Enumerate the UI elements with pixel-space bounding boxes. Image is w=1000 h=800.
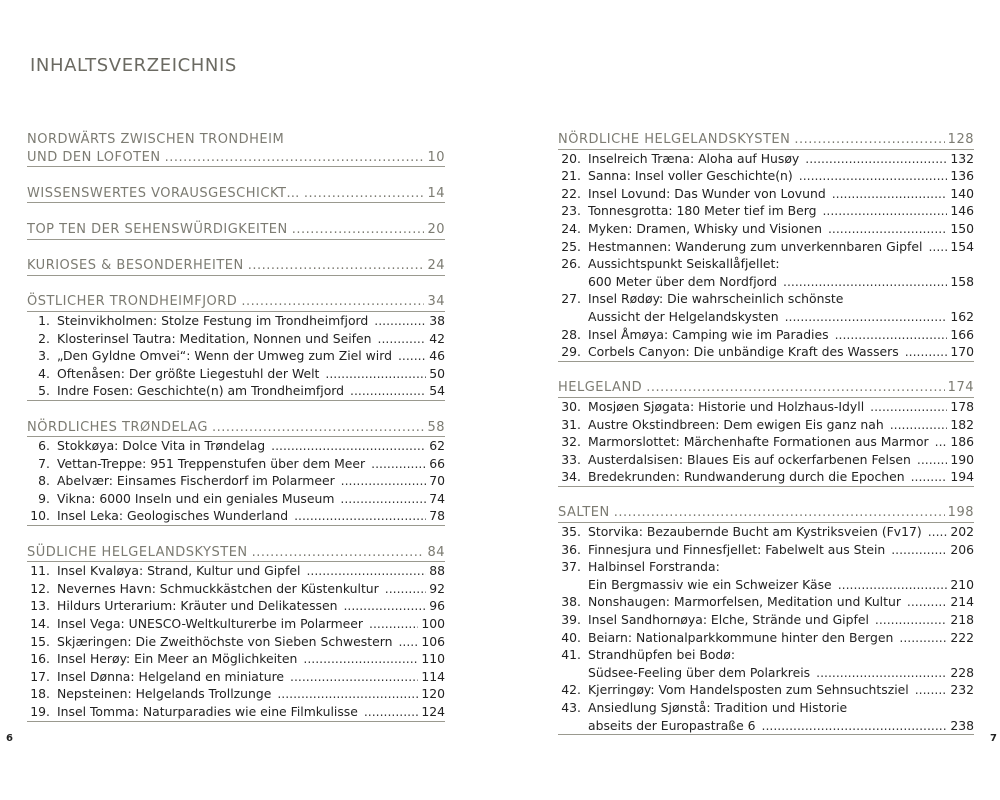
page-number: 120 xyxy=(421,686,445,702)
entry-title: Hildurs Urterarium: Kräuter und Delikatessen xyxy=(57,598,338,614)
entry-title: Skjæringen: Die Zweithöchste von Sieben Schwestern xyxy=(57,633,393,649)
page-number: 62 xyxy=(429,438,445,454)
toc-section-heading[interactable] xyxy=(27,185,445,204)
page-number: 110 xyxy=(421,651,445,667)
entry-number: 22. xyxy=(561,185,581,201)
entry-title: „Den Gyldne Omvei“: Wenn der Umweg zum Ziel wird xyxy=(57,348,392,364)
toc-entry-continuation[interactable] xyxy=(558,576,974,594)
leader-dots xyxy=(816,664,947,682)
toc-entry-continuation[interactable] xyxy=(558,273,974,291)
entry-number: 9. xyxy=(38,490,50,506)
entry-title: Vettan-Treppe: 951 Treppenstufen über dem Meer xyxy=(57,455,366,471)
leader-dots xyxy=(762,717,948,735)
page-number: 50 xyxy=(429,365,445,381)
toc-section-heading[interactable] xyxy=(27,221,445,240)
leader-dots xyxy=(398,633,418,651)
entry-title-continuation: Ein Bergmassiv wie ein Schweizer Käse xyxy=(588,576,832,592)
leader-dots xyxy=(799,167,948,185)
toc-entry[interactable] xyxy=(27,490,445,508)
page-number: 206 xyxy=(950,541,974,557)
page-number: 198 xyxy=(947,505,974,521)
leader-dots xyxy=(165,149,425,167)
leader-dots xyxy=(928,238,947,256)
page-number: 132 xyxy=(950,150,974,166)
toc-entry[interactable] xyxy=(558,541,974,559)
leader-dots xyxy=(306,562,426,580)
section-label: WISSENSWERTES VORAUSGESCHICKT… xyxy=(27,185,300,201)
toc-entry[interactable] xyxy=(558,185,974,203)
leader-dots xyxy=(785,308,948,326)
entry-number: 27. xyxy=(561,291,581,307)
page-number: 202 xyxy=(950,524,974,540)
entry-number: 1. xyxy=(38,312,50,328)
page-number: 194 xyxy=(950,469,974,485)
page-number: 78 xyxy=(429,508,445,524)
entry-title: Klosterinsel Tautra: Meditation, Nonnen und Seifen xyxy=(57,330,372,346)
toc-entry-continuation[interactable] xyxy=(558,664,974,682)
entry-number: 37. xyxy=(561,559,581,575)
entry-number: 4. xyxy=(38,365,50,381)
toc-entry[interactable] xyxy=(558,468,974,487)
entry-title: Insel Dønna: Helgeland en miniature xyxy=(57,668,285,684)
entry-number: 42. xyxy=(561,682,581,698)
leader-dots xyxy=(907,593,947,611)
page-number: 150 xyxy=(950,220,974,236)
leader-dots xyxy=(935,433,948,451)
leader-dots xyxy=(646,379,944,397)
toc-entry[interactable] xyxy=(27,633,445,651)
section-label: NÖRDLICHES TRØNDELAG xyxy=(27,419,208,435)
toc-entry[interactable] xyxy=(558,611,974,629)
page-number: 190 xyxy=(950,451,974,467)
entry-title: Stokkøya: Dolce Vita in Trøndelag xyxy=(57,438,266,454)
page-number: 24 xyxy=(427,258,445,274)
entry-title: Insel Vega: UNESCO-Weltkulturerbe im Polarmeer xyxy=(57,616,364,632)
section-label: NORDWÄRTS ZWISCHEN TRONDHEIM xyxy=(27,132,285,147)
leader-dots xyxy=(271,437,426,455)
leader-dots xyxy=(369,615,418,633)
toc-right-column xyxy=(558,131,974,735)
entry-number: 17. xyxy=(30,668,50,684)
leader-dots xyxy=(292,221,425,239)
leader-dots xyxy=(875,611,947,629)
leader-dots xyxy=(350,382,426,400)
entry-number: 26. xyxy=(561,256,581,272)
page-number: 210 xyxy=(950,576,974,592)
page-number: 238 xyxy=(950,717,974,733)
leader-dots xyxy=(870,398,947,416)
page-number: 38 xyxy=(429,312,445,328)
entry-number: 32. xyxy=(561,434,581,450)
toc-entry[interactable] xyxy=(558,416,974,434)
page-number: 182 xyxy=(950,416,974,432)
page-number: 92 xyxy=(429,580,445,596)
toc-entry[interactable] xyxy=(27,650,445,668)
page-number: 46 xyxy=(429,348,445,364)
entry-number: 36. xyxy=(561,541,581,557)
page-number: 10 xyxy=(427,149,445,165)
leader-dots xyxy=(783,273,947,291)
toc-entry[interactable] xyxy=(558,326,974,344)
page-number: 228 xyxy=(950,664,974,680)
leader-dots xyxy=(838,576,948,594)
page-number: 96 xyxy=(429,598,445,614)
page-number: 154 xyxy=(950,238,974,254)
entry-title: Austerdalsisen: Blaues Eis auf ockerfarbenen Felsen xyxy=(588,451,911,467)
entry-number: 39. xyxy=(561,612,581,628)
toc-entry[interactable] xyxy=(27,347,445,365)
leader-dots xyxy=(371,455,426,473)
entry-number: 2. xyxy=(38,330,50,346)
toc-entry[interactable] xyxy=(558,433,974,451)
entry-title: Indre Fosen: Geschichte(n) am Trondheimfjord xyxy=(57,383,345,399)
leader-dots xyxy=(290,668,418,686)
toc-entry-continuation[interactable] xyxy=(558,308,974,326)
leader-dots xyxy=(241,293,424,311)
leader-dots xyxy=(325,365,426,383)
section-label: NÖRDLICHE HELGELANDSKYSTEN xyxy=(558,132,791,147)
toc-entry[interactable] xyxy=(27,382,445,401)
toc-entry[interactable] xyxy=(558,699,974,717)
entry-title: Corbels Canyon: Die unbändige Kraft des Wassers xyxy=(588,344,899,360)
entry-title: Nonshaugen: Marmorfelsen, Meditation und Kultur xyxy=(588,594,901,610)
leader-dots xyxy=(385,580,426,598)
toc-entry[interactable] xyxy=(558,343,974,362)
entry-number: 13. xyxy=(30,598,50,614)
entry-title: Mosjøen Sjøgata: Historie und Holzhaus-Idyll xyxy=(588,398,865,414)
toc-entry[interactable] xyxy=(558,220,974,238)
page-number: 174 xyxy=(947,380,974,396)
section-label: ÖSTLICHER TRONDHEIMFJORD xyxy=(27,294,238,310)
entry-title-continuation: 600 Meter über dem Nordfjord xyxy=(588,273,778,289)
leader-dots xyxy=(341,472,427,490)
entry-number: 23. xyxy=(561,203,581,219)
entry-number: 18. xyxy=(30,686,50,702)
toc-entry[interactable] xyxy=(27,330,445,348)
page-number: 54 xyxy=(429,383,445,399)
toc-section-heading[interactable] xyxy=(558,131,974,150)
leader-dots xyxy=(340,490,426,508)
section-label: HELGELAND xyxy=(558,380,643,396)
toc-entry[interactable] xyxy=(558,167,974,185)
entry-number: 25. xyxy=(561,238,581,254)
entry-number: 28. xyxy=(561,326,581,342)
leader-dots xyxy=(252,544,425,562)
leader-dots xyxy=(828,220,947,238)
entry-number: 21. xyxy=(561,168,581,184)
toc-entry[interactable] xyxy=(558,255,974,273)
page-title: INHALTSVERZEICHNIS xyxy=(30,55,237,76)
toc-entry[interactable] xyxy=(558,629,974,647)
page-number: 136 xyxy=(950,168,974,184)
page-number: 158 xyxy=(950,273,974,289)
page-number: 124 xyxy=(421,704,445,719)
page-number: 84 xyxy=(427,544,445,560)
page-number: 232 xyxy=(950,682,974,698)
leader-dots xyxy=(911,468,948,486)
page-number: 178 xyxy=(950,398,974,414)
entry-number: 30. xyxy=(561,398,581,414)
entry-title: Insel Lovund: Das Wunder von Lovund xyxy=(588,185,826,201)
toc-section-heading[interactable] xyxy=(558,379,974,398)
toc-entry[interactable] xyxy=(558,593,974,611)
entry-number: 29. xyxy=(561,344,581,360)
entry-title: Insel Åmøya: Camping wie im Paradies xyxy=(588,326,829,342)
entry-number: 40. xyxy=(561,629,581,645)
entry-title: Vikna: 6000 Inseln und ein geniales Museum xyxy=(57,490,335,506)
toc-entry-continuation[interactable] xyxy=(558,717,974,736)
page-number: 128 xyxy=(947,132,974,147)
entry-number: 41. xyxy=(561,647,581,663)
entry-number: 6. xyxy=(38,438,50,454)
entry-title-continuation: Aussicht der Helgelandskysten xyxy=(588,308,779,324)
page-number: 34 xyxy=(427,294,445,310)
entry-title: Abelvær: Einsames Fischerdorf im Polarmeer xyxy=(57,473,335,489)
page-number: 106 xyxy=(421,633,445,649)
toc-entry[interactable] xyxy=(27,437,445,455)
entry-title: Insel Kvaløya: Strand, Kultur und Gipfel xyxy=(57,563,301,579)
entry-title: Oftenåsen: Der größte Liegestuhl der Welt xyxy=(57,365,320,381)
toc-entry[interactable] xyxy=(27,312,445,330)
entry-title: Halbinsel Forstranda: xyxy=(588,559,720,575)
entry-number: 33. xyxy=(561,451,581,467)
entry-number: 43. xyxy=(561,700,581,715)
section-label: KURIOSES & BESONDERHEITEN xyxy=(27,258,244,274)
toc-entry[interactable] xyxy=(558,523,974,541)
toc-entry[interactable] xyxy=(558,238,974,256)
page-number: 88 xyxy=(429,563,445,579)
leader-dots xyxy=(343,597,426,615)
toc-entry[interactable] xyxy=(27,668,445,686)
toc-entry[interactable] xyxy=(27,562,445,580)
entry-title: Inselreich Træna: Aloha auf Husøy xyxy=(588,150,800,166)
leader-dots xyxy=(212,419,424,437)
entry-number: 3. xyxy=(38,348,50,364)
section-label: SÜDLICHE HELGELANDSKYSTEN xyxy=(27,544,248,560)
toc-entry[interactable] xyxy=(27,455,445,473)
toc-entry[interactable] xyxy=(27,580,445,598)
toc-entry[interactable] xyxy=(27,615,445,633)
entry-title: Aussichtspunkt Seiskallåfjellet: xyxy=(588,256,780,272)
page-number: 14 xyxy=(427,185,445,201)
page-number: 114 xyxy=(421,668,445,684)
entry-title: Insel Rødøy: Die wahrscheinlich schönste xyxy=(588,291,844,307)
leader-dots xyxy=(794,131,944,149)
section-label: UND DEN LOFOTEN xyxy=(27,149,161,165)
toc-section-heading[interactable] xyxy=(27,544,445,563)
toc-entry[interactable] xyxy=(27,365,445,383)
page-number: 146 xyxy=(950,203,974,219)
toc-entry[interactable] xyxy=(558,681,974,699)
toc-entry[interactable] xyxy=(558,290,974,308)
folio-left: 6 xyxy=(6,733,13,744)
entry-number: 8. xyxy=(38,473,50,489)
toc-entry[interactable] xyxy=(558,558,974,576)
leader-dots xyxy=(374,312,426,330)
leader-dots xyxy=(614,504,945,522)
page-number: 70 xyxy=(429,473,445,489)
leader-dots xyxy=(248,257,425,275)
entry-title-continuation: abseits der Europastraße 6 xyxy=(588,717,756,733)
page-number: 20 xyxy=(427,221,445,237)
page-number: 100 xyxy=(421,616,445,632)
entry-title: Insel Tomma: Naturparadies wie eine Filmkulisse xyxy=(57,704,358,719)
folio-right: 7 xyxy=(990,733,997,744)
leader-dots xyxy=(364,703,418,721)
leader-dots xyxy=(822,202,947,220)
leader-dots xyxy=(304,185,425,203)
toc-entry[interactable] xyxy=(27,685,445,703)
leader-dots xyxy=(277,685,418,703)
leader-dots xyxy=(890,416,948,434)
entry-number: 38. xyxy=(561,594,581,610)
entry-title: Kjerringøy: Vom Handelsposten zum Sehnsuchtsziel xyxy=(588,682,909,698)
toc-section-heading[interactable] xyxy=(558,504,974,523)
page-number: 66 xyxy=(429,455,445,471)
entry-number: 5. xyxy=(38,383,50,399)
entry-title-continuation: Südsee-Feeling über dem Polarkreis xyxy=(588,664,811,680)
entry-title: Insel Sandhornøya: Elche, Strände und Gipfel xyxy=(588,612,869,628)
toc-section-heading[interactable] xyxy=(27,419,445,438)
leader-dots xyxy=(378,330,427,348)
entry-title: Marmorslottet: Märchenhafte Formationen aus Marmor xyxy=(588,434,929,450)
toc-section-heading[interactable] xyxy=(27,131,445,149)
section-label: TOP TEN DER SEHENSWÜRDIGKEITEN xyxy=(27,221,288,237)
leader-dots xyxy=(294,507,426,525)
entry-number: 7. xyxy=(38,455,50,471)
page-number: 166 xyxy=(950,326,974,342)
entry-title: Ansiedlung Sjønstå: Tradition und Historie xyxy=(588,700,848,715)
entry-number: 11. xyxy=(30,563,50,579)
leader-dots xyxy=(835,326,948,344)
toc-entry[interactable] xyxy=(558,202,974,220)
entry-title: Nevernes Havn: Schmuckkästchen der Küstenkultur xyxy=(57,580,379,596)
page-number: 58 xyxy=(427,419,445,435)
entry-number: 24. xyxy=(561,220,581,236)
entry-number: 12. xyxy=(30,580,50,596)
entry-number: 14. xyxy=(30,616,50,632)
leader-dots xyxy=(398,347,426,365)
leader-dots xyxy=(805,150,947,168)
leader-dots xyxy=(915,681,948,699)
page-number: 170 xyxy=(950,344,974,360)
entry-number: 31. xyxy=(561,416,581,432)
entry-number: 20. xyxy=(561,150,581,166)
toc-entry[interactable] xyxy=(558,451,974,469)
toc-entry[interactable] xyxy=(558,150,974,168)
entry-title: Bredekrunden: Rundwanderung durch die Epochen xyxy=(588,469,905,485)
section-label: SALTEN xyxy=(558,505,610,521)
toc-entry[interactable] xyxy=(27,703,445,722)
entry-number: 35. xyxy=(561,524,581,540)
entry-title: Finnesjura und Finnesfjellet: Fabelwelt aus Stein xyxy=(588,541,886,557)
leader-dots xyxy=(905,343,948,361)
entry-title: Insel Leka: Geologisches Wunderland xyxy=(57,508,289,524)
leader-dots xyxy=(917,451,947,469)
leader-dots xyxy=(891,541,947,559)
toc-entry[interactable] xyxy=(27,597,445,615)
page-number: 214 xyxy=(950,594,974,610)
entry-number: 16. xyxy=(30,651,50,667)
toc-section-heading[interactable] xyxy=(27,149,445,168)
entry-number: 34. xyxy=(561,469,581,485)
leader-dots xyxy=(899,629,947,647)
entry-title: Austre Okstindbreen: Dem ewigen Eis ganz nah xyxy=(588,416,884,432)
entry-title: Myken: Dramen, Whisky und Visionen xyxy=(588,220,822,236)
page-number: 222 xyxy=(950,629,974,645)
entry-number: 15. xyxy=(30,633,50,649)
toc-entry[interactable] xyxy=(27,507,445,526)
page-number: 42 xyxy=(429,330,445,346)
page-number: 218 xyxy=(950,612,974,628)
toc-entry[interactable] xyxy=(558,398,974,416)
toc-left-column xyxy=(27,131,445,722)
entry-number: 10. xyxy=(30,508,50,524)
entry-number: 19. xyxy=(30,704,50,719)
entry-title: Tonnesgrotta: 180 Meter tief im Berg xyxy=(588,203,817,219)
toc-entry[interactable] xyxy=(27,472,445,490)
page-number: 162 xyxy=(950,308,974,324)
entry-title: Steinvikholmen: Stolze Festung im Trondheimfjord xyxy=(57,312,369,328)
toc-entry[interactable] xyxy=(558,646,974,664)
entry-title: Insel Herøy: Ein Meer an Möglichkeiten xyxy=(57,651,298,667)
toc-section-heading[interactable] xyxy=(27,293,445,312)
entry-title: Nepsteinen: Helgelands Trollzunge xyxy=(57,686,272,702)
page-number: 140 xyxy=(950,185,974,201)
entry-title: Strandhüpfen bei Bodø: xyxy=(588,647,736,663)
page-number: 186 xyxy=(950,434,974,450)
leader-dots xyxy=(832,185,948,203)
entry-title: Storvika: Bezaubernde Bucht am Kystriksveien (Fv17) xyxy=(588,524,922,540)
page-number: 74 xyxy=(429,490,445,506)
leader-dots xyxy=(928,523,948,541)
entry-title: Hestmannen: Wanderung zum unverkennbaren Gipfel xyxy=(588,238,923,254)
entry-title: Beiarn: Nationalparkkommune hinter den Bergen xyxy=(588,629,894,645)
entry-title: Sanna: Insel voller Geschichte(n) xyxy=(588,168,793,184)
leader-dots xyxy=(303,650,418,668)
toc-section-heading[interactable] xyxy=(27,257,445,276)
